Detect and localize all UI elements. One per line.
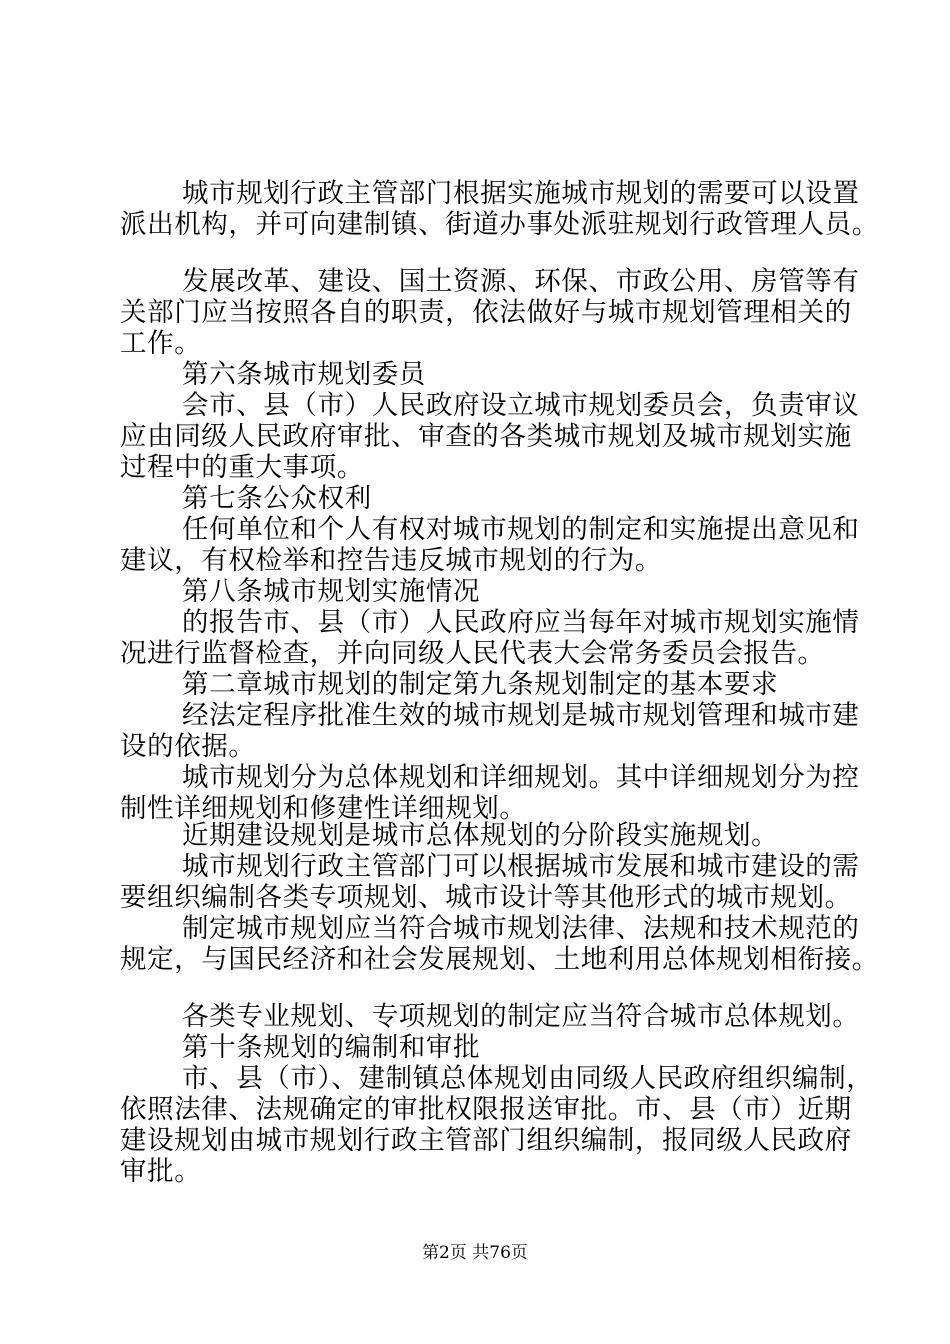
paragraph-line: 过程中的重大事项。 [120, 452, 364, 483]
paragraph-line: 市、县（市）、建制镇总体规划由同级人民政府组织编制， [182, 1063, 874, 1094]
paragraph-line: 城市规划行政主管部门根据实施城市规划的需要可以设置 [182, 178, 860, 209]
section-heading: 第二章城市规划的制定第九条规划制定的基本要求 [182, 669, 779, 700]
section-heading: 第六条城市规划委员 [182, 359, 426, 390]
paragraph-line: 要组织编制各类专项规划、城市设计等其他形式的城市规划。 [120, 882, 852, 913]
paragraph-line: 近期建设规划是城市总体规划的分阶段实施规划。 [182, 820, 779, 851]
paragraph-line: 依照法律、法规确定的审批权限报送审批。市、县（市）近期 [120, 1094, 852, 1125]
paragraph-line: 设的依据。 [120, 731, 256, 762]
paragraph-line: 会市、县（市）人民政府设立城市规划委员会，负责审议 [182, 390, 860, 421]
section-heading: 第七条公众权利 [182, 483, 372, 514]
section-heading: 第十条规划的编制和审批 [182, 1032, 481, 1063]
paragraph-line: 建议，有权检举和控告违反城市规划的行为。 [120, 545, 662, 576]
paragraph-line: 规定，与国民经济和社会发展规划、土地利用总体规划相衔接。 [120, 944, 879, 975]
paragraph-line: 关部门应当按照各自的职责，依法做好与城市规划管理相关的 [120, 297, 852, 328]
paragraph-line: 的报告市、县（市）人民政府应当每年对城市规划实施情 [182, 607, 860, 638]
paragraph-line: 发展改革、建设、国土资源、环保、市政公用、房管等有 [182, 266, 860, 297]
paragraph-line: 城市规划行政主管部门可以根据城市发展和城市建设的需 [182, 851, 860, 882]
page-number-footer: 第2页 共76页 [422, 1243, 528, 1263]
paragraph-line: 经法定程序批准生效的城市规划是城市规划管理和城市建 [182, 700, 860, 731]
paragraph-line: 制性详细规划和修建性详细规划。 [120, 793, 527, 824]
paragraph-line: 城市规划分为总体规划和详细规划。其中详细规划分为控 [182, 762, 860, 793]
paragraph-line: 派出机构，并可向建制镇、街道办事处派驻规划行政管理人员。 [120, 209, 879, 240]
paragraph-line: 况进行监督检查，并向同级人民代表大会常务委员会报告。 [120, 638, 825, 669]
paragraph-line: 任何单位和个人有权对城市规划的制定和实施提出意见和 [182, 514, 860, 545]
paragraph-line: 审批。 [120, 1156, 202, 1187]
paragraph-line: 应由同级人民政府审批、审查的各类城市规划及城市规划实施 [120, 421, 852, 452]
paragraph-line: 制定城市规划应当符合城市规划法律、法规和技术规范的 [182, 913, 860, 944]
paragraph-line: 建设规划由城市规划行政主管部门组织编制，报同级人民政府 [120, 1125, 852, 1156]
paragraph-line: 工作。 [120, 328, 202, 359]
section-heading: 第八条城市规划实施情况 [182, 576, 481, 607]
paragraph-line: 各类专业规划、专项规划的制定应当符合城市总体规划。 [182, 1001, 860, 1032]
